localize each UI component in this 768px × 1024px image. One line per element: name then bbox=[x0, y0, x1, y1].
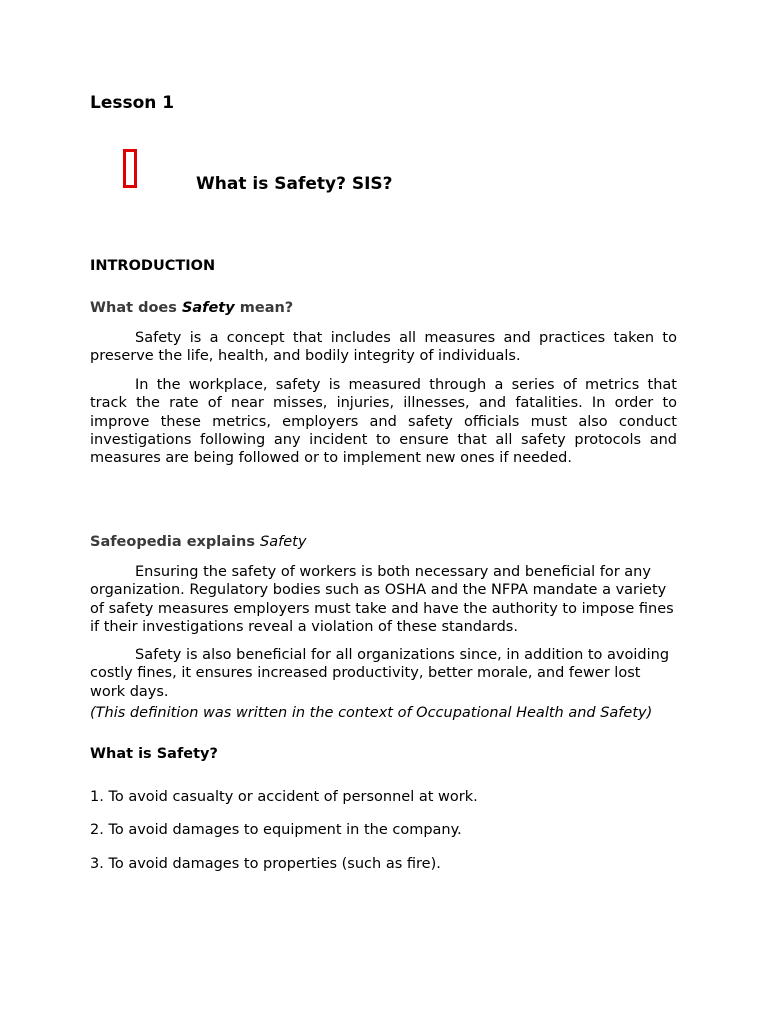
what-is-safety-heading: What is Safety? bbox=[90, 746, 218, 762]
heading-emphasis: Safety bbox=[260, 534, 307, 550]
safety-meaning-heading bbox=[90, 300, 293, 316]
heading-emphasis: Safety bbox=[181, 300, 235, 316]
definition-note: (This definition was written in the context of Occupational Health and Safety) bbox=[90, 705, 653, 721]
safeopedia-heading bbox=[90, 534, 306, 550]
document-title: What is Safety? SIS? bbox=[196, 174, 393, 194]
heading-prefix: Safeopedia explains bbox=[90, 534, 261, 550]
paragraph-worker-safety: Ensuring the safety of workers is both necessary and beneficial for any organization. Regulatory bodies such as OSHA and the NFPA mandate a variety of safety measures employers must take and have the authority to impose fines if their investigations reveal a violation of these standards. bbox=[90, 564, 674, 635]
heading-suffix: mean? bbox=[234, 300, 294, 316]
list-item: 2. To avoid damages to equipment in the company. bbox=[90, 822, 462, 838]
paragraph-safety-benefits: Safety is also beneficial for all organizations since, in addition to avoiding costly fines, it ensures increased productivity, better morale, and fewer lost work days. bbox=[90, 647, 670, 700]
introduction-heading: INTRODUCTION bbox=[90, 258, 216, 274]
missing-glyph-icon bbox=[123, 149, 137, 188]
heading-prefix: What does bbox=[90, 300, 182, 316]
list-item: 3. To avoid damages to properties (such as fire). bbox=[90, 856, 441, 872]
lesson-label: Lesson 1 bbox=[90, 93, 175, 113]
paragraph-safety-concept: Safety is a concept that includes all measures and practices taken to preserve the life, health, and bodily integrity of individuals. bbox=[90, 330, 677, 365]
list-item: 1. To avoid casualty or accident of personnel at work. bbox=[90, 789, 478, 805]
paragraph-workplace-metrics: In the workplace, safety is measured through a series of metrics that track the rate of near misses, injuries, illnesses, and fatalities. In order to improve these metrics, employers and safety officials must also conduct investigations following any incident to ensure that all safety protocols and measures are being followed or to implement new ones if needed. bbox=[90, 377, 677, 467]
